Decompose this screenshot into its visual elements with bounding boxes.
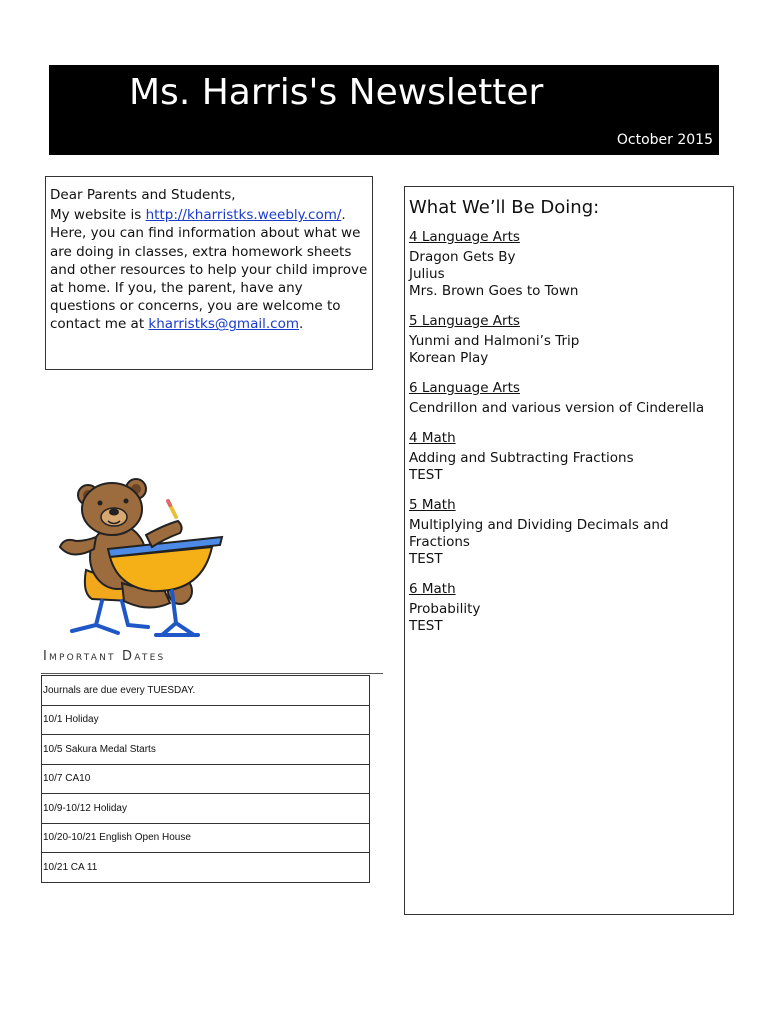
date-entry: 10/20-10/21 English Open House <box>42 823 370 853</box>
date-entry: 10/7 CA10 <box>42 764 370 794</box>
bear-at-desk-icon <box>52 475 224 645</box>
subject-heading: 5 Math <box>409 497 456 513</box>
subject-item: TEST <box>409 618 443 634</box>
date-entry: 10/5 Sakura Medal Starts <box>42 735 370 765</box>
table-row <box>42 794 370 824</box>
issue-date: October 2015 <box>616 132 713 148</box>
subject-item: Julius <box>409 266 445 282</box>
subject-heading: 6 Math <box>409 581 456 597</box>
heading-divider <box>41 673 383 674</box>
table-row <box>42 735 370 765</box>
welcome-body: . Here, you can find information about what we are doing in classes, extra homework sheets and other resources to help your child improve at home. If you, the parent, have any questions or concerns, you are welcome to contact me at <box>50 207 368 333</box>
table-row <box>42 676 370 706</box>
greeting: Dear Parents and Students, <box>50 187 236 203</box>
subject-item: Cendrillon and various version of Cinderella <box>409 400 705 416</box>
subject-item: Korean Play <box>409 350 489 366</box>
website-link[interactable]: http://kharristks.weebly.com/ <box>145 207 342 224</box>
subject-item: TEST <box>409 467 443 483</box>
table-row <box>42 705 370 735</box>
subject-item: Dragon Gets By <box>409 249 516 265</box>
welcome-message <box>50 206 368 333</box>
subject-item: Adding and Subtracting Fractions <box>409 450 634 466</box>
important-dates-table <box>41 675 370 883</box>
date-entry: 10/21 CA 11 <box>42 853 370 883</box>
subject-block <box>409 313 730 367</box>
subject-item: TEST <box>409 551 443 567</box>
table-edge <box>369 675 370 705</box>
subject-item: Yunmi and Halmoni’s Trip <box>409 333 580 349</box>
subject-heading: 4 Math <box>409 430 456 446</box>
date-entry: 10/9-10/12 Holiday <box>42 794 370 824</box>
subject-heading: 5 Language Arts <box>409 313 520 329</box>
email-link[interactable]: kharristks@gmail.com <box>148 316 299 333</box>
website-prefix: My website is <box>50 207 146 224</box>
table-row <box>42 853 370 883</box>
subject-block <box>409 430 730 484</box>
date-entry: 10/1 Holiday <box>42 705 370 735</box>
table-row <box>42 764 370 794</box>
welcome-end: . <box>298 316 304 333</box>
subject-heading: 4 Language Arts <box>409 229 520 245</box>
date-entry: Journals are due every TUESDAY. <box>42 676 370 706</box>
newsletter-header <box>49 65 719 155</box>
subject-item: Mrs. Brown Goes to Town <box>409 283 579 299</box>
subject-item: Probability <box>409 601 481 617</box>
curriculum-title: What We’ll Be Doing: <box>409 197 600 218</box>
subject-heading: 6 Language Arts <box>409 380 520 396</box>
table-row <box>42 823 370 853</box>
important-dates-heading: Important Dates <box>43 649 166 664</box>
welcome-box <box>45 176 373 370</box>
subject-block <box>409 380 730 417</box>
subject-block <box>409 229 730 300</box>
curriculum-box <box>404 186 734 915</box>
subject-block <box>409 497 730 568</box>
subject-list <box>409 229 730 635</box>
subject-item: Multiplying and Dividing Decimals and Fractions <box>409 517 669 550</box>
subject-block <box>409 581 730 635</box>
page-title: Ms. Harris's Newsletter <box>129 72 544 113</box>
